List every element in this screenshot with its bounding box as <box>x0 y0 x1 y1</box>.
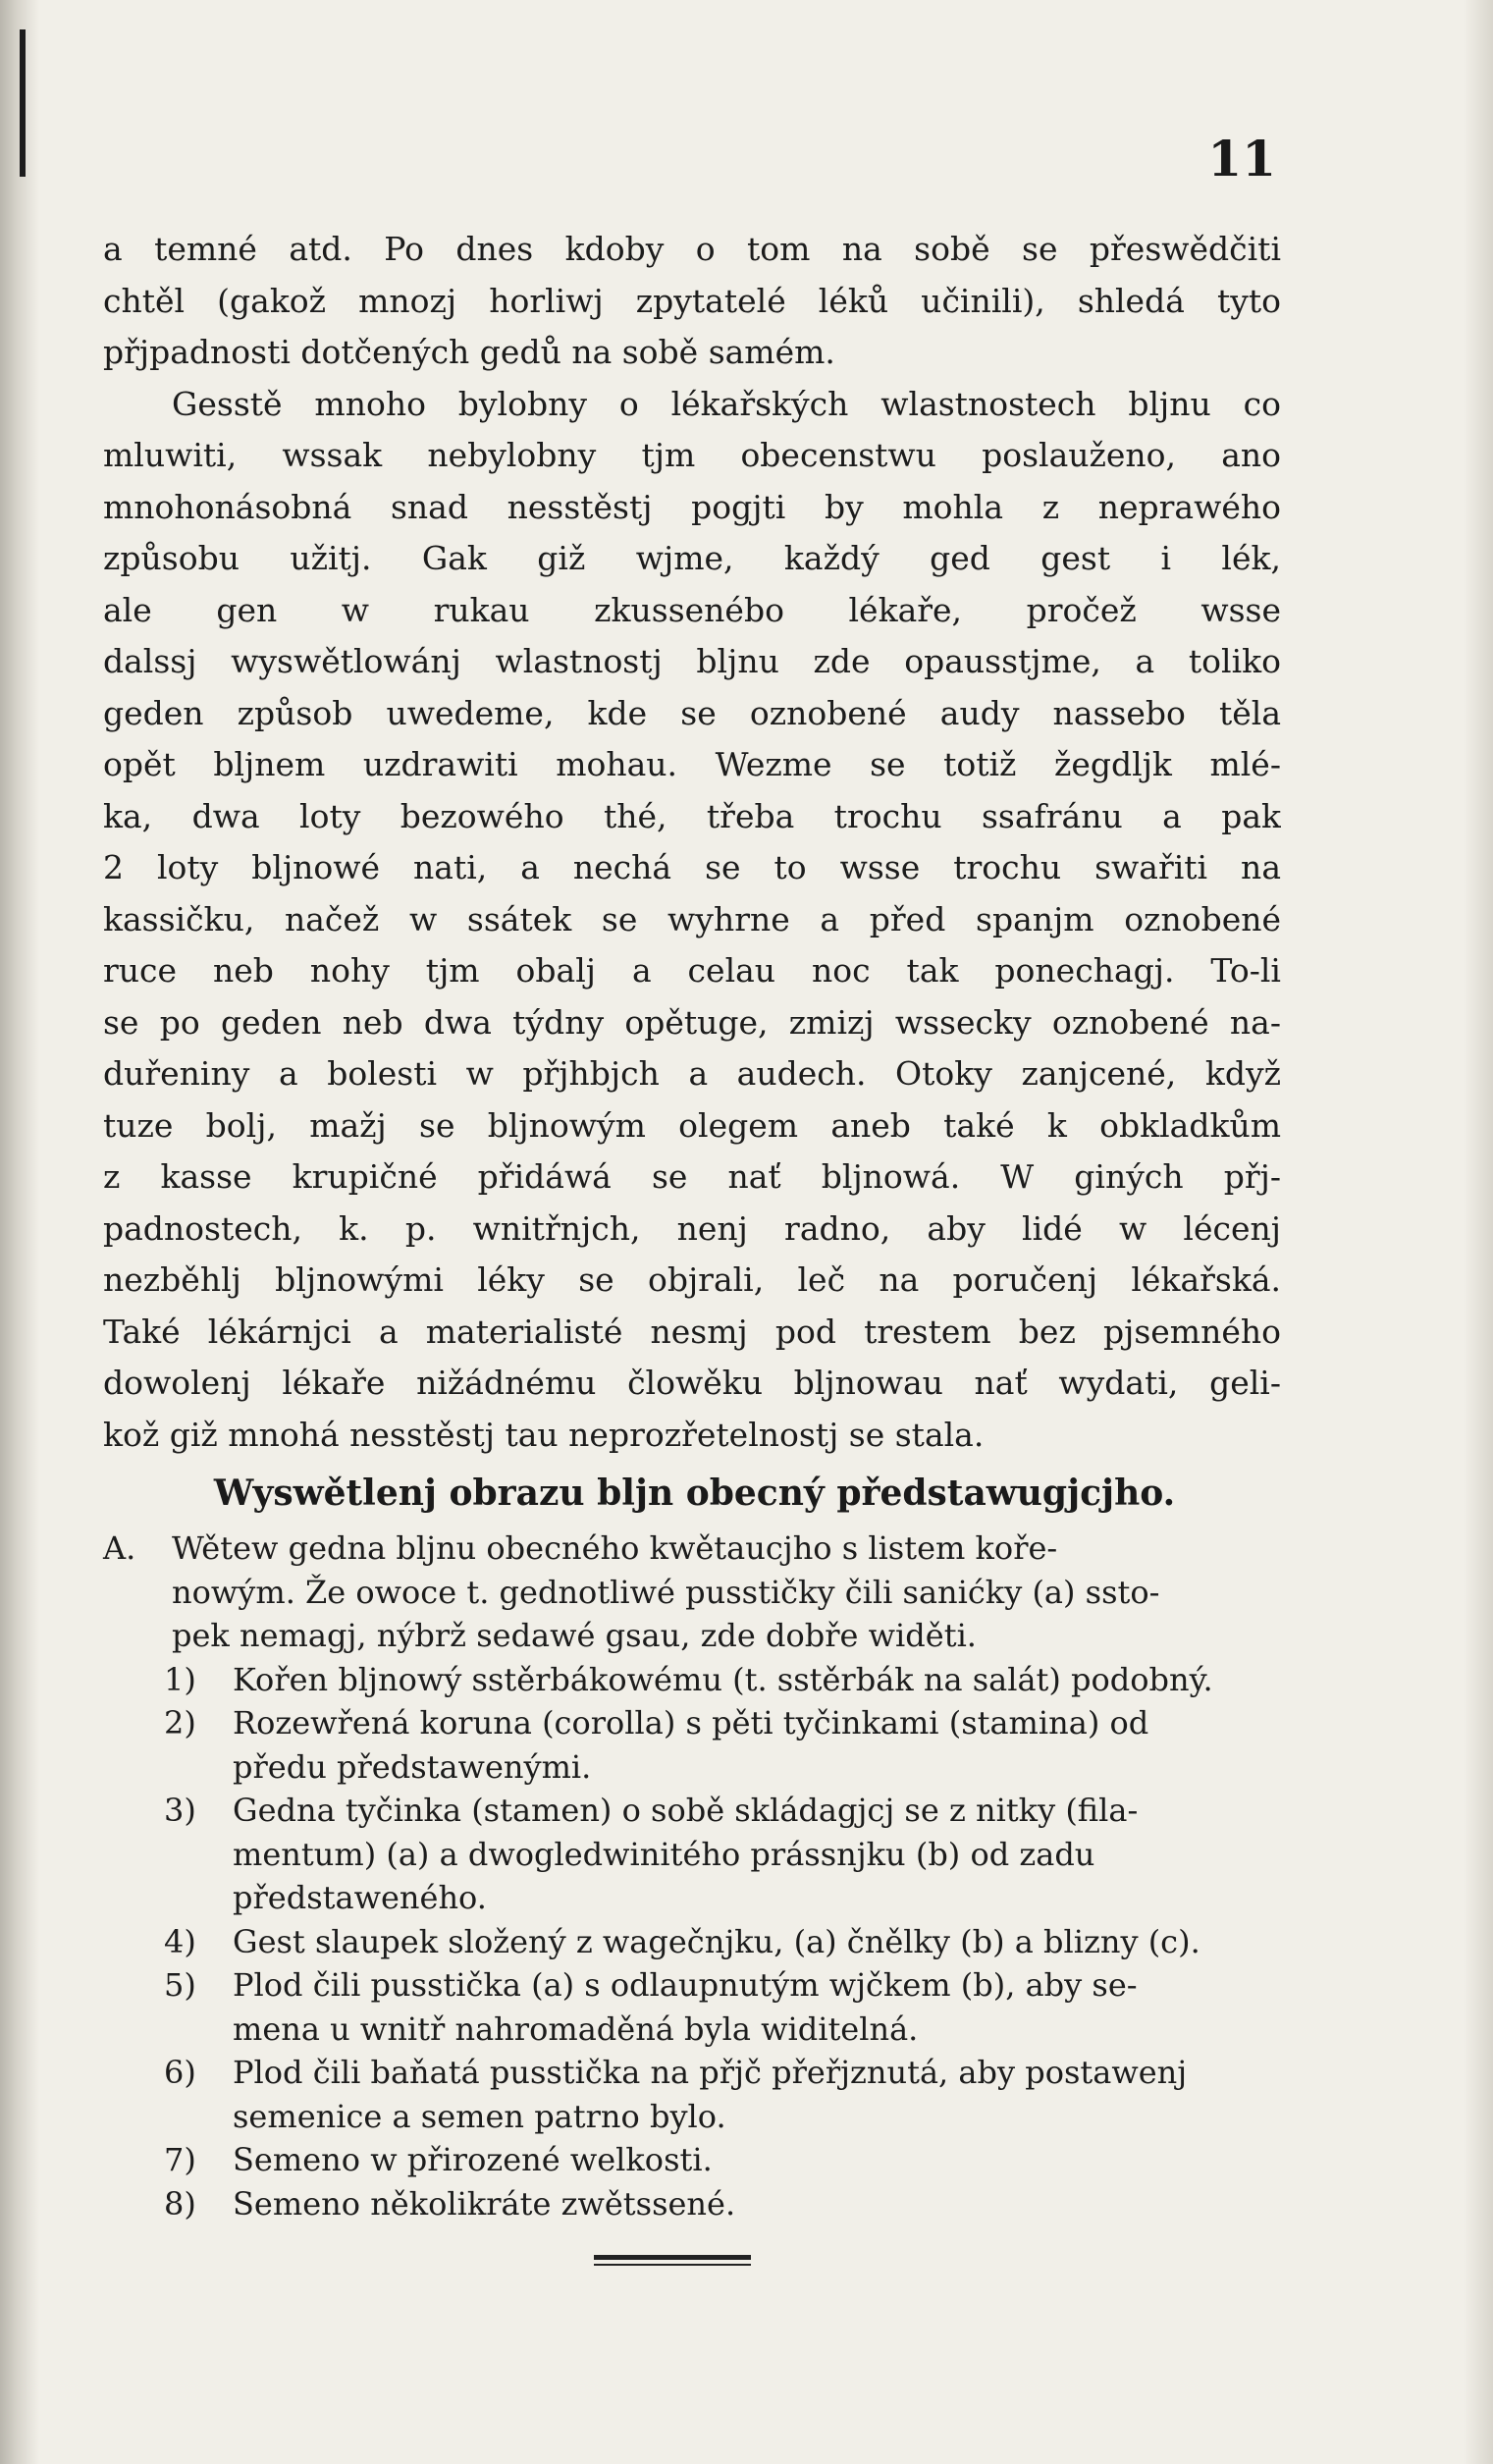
legend-text <box>233 1789 1281 1920</box>
body-line: duřeniny a bolesti w přjhbjch a audech. Otoky zanjcené, když <box>103 1054 1281 1093</box>
page-edge <box>1464 0 1493 2464</box>
legend-text <box>233 2138 1281 2182</box>
legend-text <box>233 2182 1281 2226</box>
legend-line: mentum) (a) a dwogledwinitého prássnjku (b) od zadu <box>233 1835 1095 1873</box>
legend-line: Semeno w přirozené welkosti. <box>233 2141 713 2178</box>
ornament-rule-thick <box>594 2255 751 2260</box>
body-line: opět bljnem uzdrawiti mohau. Wezme se totiž žegdljk mlé- <box>103 745 1281 783</box>
legend-text <box>233 1920 1281 1964</box>
legend-item <box>103 2182 1281 2226</box>
body-line: tuze bolj, mažj se bljnowým olegem aneb také k obkladkům <box>103 1105 1281 1145</box>
legend-line: Wětew gedna bljnu obecného kwětaucjho s listem koře- <box>172 1529 1058 1567</box>
legend-line: mena u wnitř nahromaděná byla widitelná. <box>233 2009 919 2048</box>
legend-marker: 4) <box>164 1922 196 1960</box>
body-line: mnohonásobná snad nesstěstj pogjti by mohla z neprawého <box>103 487 1281 526</box>
body-line: ka, dwa loty bezowého thé, třeba trochu ssafránu a pak <box>103 796 1281 835</box>
legend-marker: 3) <box>164 1792 196 1829</box>
legend-line: předu předstawenými. <box>233 1747 592 1786</box>
body-line: způsobu užitj. Gak giž wjme, každý ged gest i lék, <box>103 539 1281 577</box>
legend-line: Gedna tyčinka (stamen) o sobě skládagjcj se z nitky (fila- <box>233 1792 1139 1829</box>
legend-marker: 5) <box>164 1966 196 2004</box>
legend-line: Gest slaupek složený z wagečnjku, (a) čnělky (b) a blizny (c). <box>233 1922 1200 1960</box>
binding-rule <box>20 29 26 177</box>
legend-text <box>233 1701 1281 1789</box>
body-line: kož giž mnohá nesstěstj tau neprozřetelnostj se stala. <box>103 1415 985 1454</box>
legend-text <box>172 1527 1281 1658</box>
end-ornament <box>594 2255 751 2269</box>
legend-marker: 8) <box>164 2184 196 2223</box>
body-line: nezběhlj bljnowými léky se objrali, leč na poručenj lékařská. <box>103 1260 1281 1299</box>
body-line: chtěl (gakož mnozj horliwj zpytatelé léků učinili), shledá tyto <box>103 281 1281 320</box>
body-line: kassičku, načež w ssátek se wyhrne a před spanjm oznobené <box>103 899 1281 938</box>
legend-item <box>103 1658 1281 1702</box>
legend-marker: 1) <box>164 1660 196 1698</box>
legend-line: Rozewřená koruna (corolla) s pěti tyčinkami (stamina) od <box>233 1704 1149 1741</box>
body-line: se po geden neb dwa týdny opětuge, zmizj wssecky oznobené na- <box>103 1002 1281 1042</box>
legend-line: nowým. Že owoce t. gednotliwé pusstičky čili sanićky (a) ssto- <box>172 1573 1160 1611</box>
legend-marker: 6) <box>164 2054 196 2091</box>
binding-shadow <box>0 0 39 2464</box>
ornament-rule-thin <box>594 2264 751 2266</box>
legend-text <box>233 1963 1281 2051</box>
legend-item <box>103 1920 1281 1964</box>
legend-item <box>103 2138 1281 2182</box>
body-line: dalssj wyswětlowánj wlastnostj bljnu zde opausstjme, a toliko <box>103 642 1281 680</box>
legend-line: pek nemagj, nýbrž sedawé gsau, zde dobře widěti. <box>172 1617 977 1654</box>
legend-text <box>233 1658 1281 1702</box>
body-line: geden způsob uwedeme, kde se oznobené audy nassebo těla <box>103 693 1281 732</box>
legend-item <box>103 1789 1281 1920</box>
body-line: dowolenj lékaře nižádnému člowěku bljnowau nať wydati, geli- <box>103 1364 1281 1402</box>
legend-line: Kořen bljnowý sstěrbákowému (t. sstěrbák na salát) podobný. <box>233 1660 1213 1698</box>
body-line: padnostech, k. p. wnitřnjch, nenj radno, aby lidé w lécenj <box>103 1208 1281 1248</box>
legend-marker: 7) <box>164 2141 196 2178</box>
body-line: a temné atd. Po dnes kdoby o tom na sobě se přeswědčiti <box>103 230 1281 268</box>
body-line: mluwiti, wssak nebylobny tjm obecenstwu poslauženo, ano <box>103 436 1281 474</box>
body-line: Gesstě mnoho bylobny o lékařských wlastnostech bljnu co <box>172 384 1281 423</box>
legend-marker: A. <box>103 1529 136 1567</box>
body-line: Také lékárnjci a materialisté nesmj pod trestem bez pjsemného <box>103 1312 1281 1351</box>
legend-line: Plod čili pusstička (a) s odlaupnutým wjčkem (b), aby se- <box>233 1966 1138 2004</box>
legend-line: semenice a semen patrno bylo. <box>233 2097 726 2135</box>
body-line: z kasse krupičné přidáwá se nať bljnowá. W giných přj- <box>103 1157 1281 1196</box>
legend-line: Plod čili baňatá pusstička na přjč přeřjznutá, aby postawenj <box>233 2054 1188 2091</box>
legend-item <box>103 1963 1281 2051</box>
legend-item <box>103 2051 1281 2138</box>
body-line: ale gen w rukau zkussenébo lékaře, pročež wsse <box>103 590 1281 629</box>
figure-legend <box>103 1527 1281 2225</box>
legend-marker: 2) <box>164 1704 196 1741</box>
legend-item <box>103 1527 1281 1658</box>
body-line: ruce neb nohy tjm obalj a celau noc tak ponechagj. To-li <box>103 951 1281 990</box>
body-line: přjpadnosti dotčených gedů na sobě samém. <box>103 333 835 371</box>
legend-line: předstaweného. <box>233 1879 487 1916</box>
page-number: 11 <box>1207 130 1276 187</box>
section-title: Wyswětlenj obrazu bljn obecný předstawugjcjho. <box>213 1473 1176 1514</box>
legend-text <box>233 2051 1281 2138</box>
legend-line: Semeno několikráte zwětssené. <box>233 2184 736 2223</box>
body-line: 2 loty bljnowé nati, a nechá se to wsse trochu swařiti na <box>103 848 1281 886</box>
legend-item <box>103 1701 1281 1789</box>
body-text <box>103 224 1281 1461</box>
